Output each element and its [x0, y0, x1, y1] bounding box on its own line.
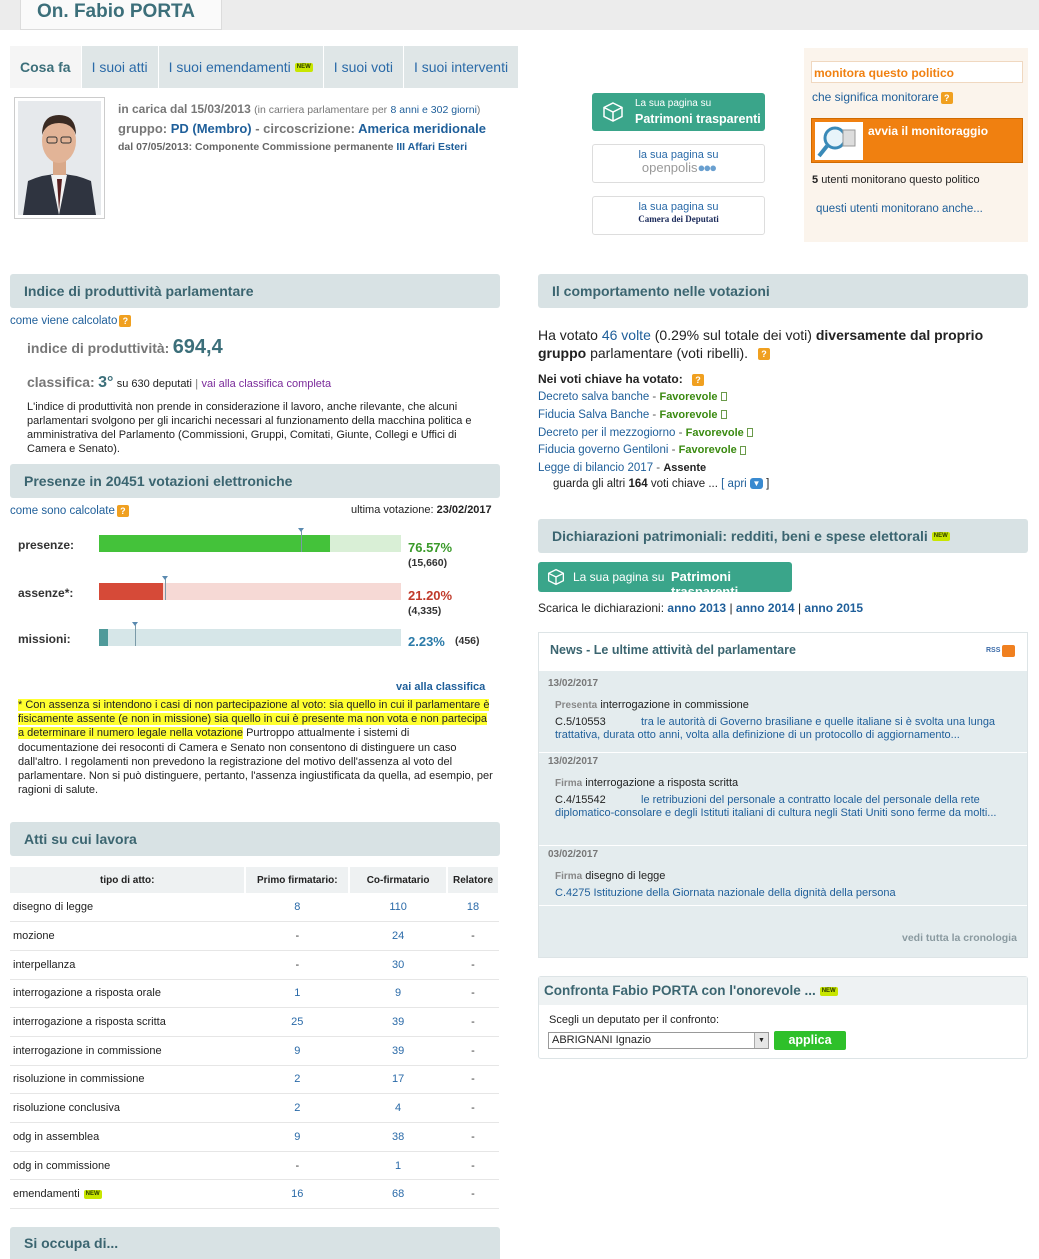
average-marker [301, 531, 302, 552]
news-body [555, 716, 1010, 743]
key-vote-dash: - [649, 391, 660, 403]
key-votes-title [538, 372, 704, 386]
key-vote-link[interactable]: Fiducia governo Gentiloni [538, 444, 669, 457]
table-row [10, 1180, 499, 1209]
news-item [539, 753, 1027, 846]
atti-primo-cell: - [245, 950, 349, 979]
rank-label: classifica: [27, 374, 95, 390]
atti-type: odg in assemblea [13, 1130, 100, 1143]
atti-co-cell[interactable]: 1 [349, 1151, 447, 1180]
atti-type-cell [10, 1151, 245, 1180]
in-carica-label: in carica dal 15/03/2013 [118, 102, 251, 116]
patrimoni-small: La sua pagina su [635, 98, 712, 109]
key-vote-link[interactable]: Decreto salva banche [538, 391, 650, 403]
commissione-link[interactable]: III Affari Esteri [396, 141, 468, 153]
voting-line1-a: Ha votato [538, 327, 598, 343]
productivity-rank [27, 374, 331, 392]
voting-rebel-link[interactable]: 46 volte [601, 327, 651, 343]
presence-pct: 76.57% [408, 540, 453, 555]
news-item [539, 675, 1027, 753]
openpolis-small: la sua pagina su [638, 149, 719, 161]
tab-suoi-atti[interactable] [82, 46, 159, 88]
key-vote-item [538, 389, 1018, 407]
atti-type-cell [10, 1008, 245, 1037]
tab-label: I suoi atti [91, 59, 148, 75]
table-row [10, 1094, 499, 1123]
productivity-index-value: 694,4 [172, 336, 223, 358]
carriera-suffix: ) [476, 104, 481, 116]
col-relatore: Relatore [447, 867, 499, 893]
atti-primo-cell[interactable]: 16 [245, 1180, 349, 1209]
si-occupa-title: Si occupa di... [24, 1235, 119, 1251]
news-title: News - Le ultime attività del parlamentare [550, 643, 796, 657]
openpolis-label: openpolis [641, 160, 698, 175]
atti-co-cell[interactable]: 24 [349, 922, 447, 951]
atti-co-cell[interactable]: 30 [349, 950, 447, 979]
atti-rel-cell: - [447, 922, 499, 951]
rank-of: su 630 deputati [116, 378, 192, 390]
last-vote-label: ultima votazione: [351, 504, 434, 516]
key-vote-value: Assente [663, 462, 707, 475]
news-prefix: Presenta [555, 700, 598, 711]
rank-value: 3° [98, 374, 114, 391]
presence-count: (456) [455, 635, 480, 647]
atti-co-cell[interactable]: 39 [349, 1036, 447, 1065]
key-vote-link[interactable]: Decreto per il mezzogiorno [538, 426, 676, 439]
news-date: 03/02/2017 [548, 849, 599, 860]
table-row [10, 950, 499, 979]
table-row [10, 893, 499, 922]
monitor-count-text: utenti monitorano questo politico [821, 174, 980, 186]
atti-type-cell [10, 1180, 245, 1209]
atti-co-cell[interactable]: 4 [349, 1094, 447, 1123]
atti-rel-cell: - [447, 1065, 499, 1094]
others-open-link[interactable]: [ apri [721, 478, 747, 490]
col-co: Co-firmatario [349, 867, 447, 893]
rss-label[interactable]: RSS [986, 647, 1001, 654]
openpolis-button[interactable] [592, 144, 765, 183]
last-vote [351, 504, 492, 516]
table-row [10, 922, 499, 951]
tab-label: I suoi voti [333, 59, 393, 75]
atti-primo-cell[interactable]: 1 [245, 979, 349, 1008]
atti-primo-cell[interactable]: 8 [245, 893, 349, 922]
others-a: guarda gli altri [553, 478, 626, 490]
atti-primo-cell[interactable]: 2 [245, 1065, 349, 1094]
atti-type-cell [10, 950, 245, 979]
atti-type: emendamenti [13, 1188, 80, 1201]
atti-rel-cell: - [447, 1151, 499, 1180]
presence-pct: 2.23% [408, 634, 445, 649]
news-code[interactable]: C.4/15542 [555, 794, 606, 806]
atti-primo-cell[interactable]: 25 [245, 1008, 349, 1037]
atti-type: mozione [13, 930, 55, 943]
politician-name: On. Fabio PORTA [37, 1, 195, 22]
year-2015-link[interactable]: anno 2015 [804, 601, 864, 615]
rss-icon[interactable] [1002, 645, 1015, 657]
key-vote-link[interactable]: Fiducia Salva Banche [538, 408, 650, 421]
tab-suoi-emendamenti[interactable] [159, 46, 324, 88]
atti-type-cell [10, 1036, 245, 1065]
presence-row-label: presenze: [18, 538, 75, 552]
table-row [10, 1036, 499, 1065]
monitor-count-num: 5 [812, 174, 819, 186]
atti-body [10, 893, 499, 1209]
key-vote-item [538, 425, 1018, 443]
atti-co-cell[interactable]: 68 [349, 1180, 447, 1209]
presence-chart [10, 525, 500, 665]
key-vote-link[interactable]: Legge di bilancio 2017 [538, 462, 654, 475]
news-header [539, 633, 1027, 671]
presence-count: (4,335) [408, 605, 442, 617]
atti-header [10, 822, 500, 856]
thumb-up-icon [721, 392, 727, 401]
dichiarazioni-button-big: Patrimoni trasparenti [671, 569, 739, 599]
year-2013-link[interactable]: anno 2013 [667, 601, 727, 615]
scarica-label: Scarica le dichiarazioni: [538, 601, 665, 615]
tab-label: I suoi emendamenti [168, 59, 291, 75]
others-close: ] [766, 478, 770, 490]
start-monitor-label: avvia il monitoraggio [868, 124, 989, 138]
others-num: 164 [628, 478, 648, 490]
atti-rel-cell[interactable]: 18 [447, 893, 499, 922]
news-text-link[interactable]: Istituzione della Giornata nazionale della dignità della persona [593, 887, 896, 899]
presence-title: Presenze in 20451 votazioni elettroniche [24, 473, 293, 489]
presence-pct: 21.20% [408, 588, 453, 603]
voting-header [538, 274, 1028, 308]
news-body [555, 887, 1010, 900]
atti-type-cell [10, 1123, 245, 1152]
gruppo-line [118, 121, 578, 136]
year-2014-link[interactable]: anno 2014 [735, 601, 795, 615]
news-text-link[interactable]: le retribuzioni del personale a contratto locale del personale della rete diplomatico-consolare e degli Istituti italiani di cultura negli Stati Uniti sono ferme da molti... [555, 794, 997, 820]
presence-how-link[interactable]: come sono calcolate [10, 505, 115, 518]
gruppo-label: gruppo: [118, 121, 168, 136]
monitor-also-link[interactable]: questi utenti monitorano anche... [816, 203, 983, 215]
dichiarazioni-button[interactable] [538, 562, 792, 599]
presence-bar-bg [99, 629, 401, 646]
applica-button[interactable]: applica [774, 1031, 846, 1050]
confronta-title: Confronta Fabio PORTA con l'onorevole ... [544, 983, 816, 998]
voting-title: Il comportamento nelle votazioni [552, 283, 770, 299]
tab-cosa-fa[interactable] [10, 46, 82, 88]
table-row [10, 1065, 499, 1094]
news-type: disegno di legge [585, 870, 666, 882]
presence-classifica-link[interactable]: vai alla classifica [396, 681, 486, 693]
thumb-up-icon [747, 428, 753, 437]
help-icon[interactable]: ? [941, 92, 953, 104]
atti-primo-cell[interactable]: 9 [245, 1123, 349, 1152]
news-body [555, 794, 1010, 821]
thumb-up-icon [721, 410, 727, 419]
presence-bar-fill [99, 583, 163, 600]
atti-type: interrogazione a risposta scritta [13, 1016, 166, 1029]
tab-suoi-interventi[interactable] [404, 46, 519, 88]
camera-small: la sua pagina su [638, 201, 719, 213]
others-b: voti chiave ... [650, 478, 718, 490]
atti-type: disegno di legge [13, 901, 94, 914]
average-marker-arrow [162, 576, 168, 580]
atti-rel-cell: - [447, 1008, 499, 1037]
rank-separator: | [195, 378, 199, 390]
openpolis-dots: ●●● [697, 160, 716, 175]
voting-summary [538, 326, 1018, 362]
cube-icon [547, 568, 565, 586]
key-vote-dash: - [675, 426, 686, 439]
news-items [539, 675, 1027, 906]
key-vote-value: Favorevole [659, 391, 718, 403]
cube-icon [602, 101, 624, 123]
help-icon[interactable]: ? [117, 505, 129, 517]
atti-co-cell[interactable]: 17 [349, 1065, 447, 1094]
key-vote-item [538, 460, 1018, 478]
absence-note-highlight: * Con assenza si intendono i casi di non partecipazione al voto: sia quello in cui il parlamentare è fisicamente assente (e non in missione) sia quello in cui è presente ma non vota e non partecipa a determinare il numero legale nella votazione [18, 699, 490, 740]
atti-type: odg in commissione [13, 1159, 111, 1172]
news-box [538, 632, 1028, 958]
table-row [10, 1123, 499, 1152]
confronta-label: Scegli un deputato per il confronto: [549, 1014, 720, 1026]
key-vote-dash: - [649, 408, 660, 421]
presence-bar-fill [99, 535, 330, 552]
news-prefix: Firma [555, 871, 583, 882]
dichiarazioni-button-small: La sua pagina su [573, 570, 665, 584]
atti-type: interrogazione in commissione [13, 1044, 162, 1057]
voting-line2-bold: gruppo [538, 345, 587, 361]
atti-type: interpellanza [13, 958, 76, 971]
atti-type-cell [10, 979, 245, 1008]
productivity-index-label: indice di produttività: [27, 340, 170, 356]
news-all-link[interactable]: vedi tutta la cronologia [902, 932, 1017, 944]
gruppo-link[interactable]: PD (Membro) [170, 121, 252, 136]
openpolis-logo [593, 160, 764, 175]
productivity-title: Indice di produttività parlamentare [24, 283, 254, 299]
deputato-select[interactable] [548, 1032, 769, 1049]
voting-line1-b: (0.29% sul totale dei voti) [654, 327, 812, 343]
key-votes-others [553, 478, 769, 490]
atti-type-cell [10, 922, 245, 951]
news-date: 13/02/2017 [548, 678, 599, 689]
news-type: interrogazione a risposta scritta [585, 777, 739, 789]
productivity-how[interactable] [10, 315, 131, 327]
in-carica-line [118, 102, 578, 116]
atti-primo-cell[interactable]: 2 [245, 1094, 349, 1123]
patrimoni-big: Patrimoni trasparenti [635, 112, 761, 126]
tab-label: I suoi interventi [413, 59, 509, 75]
monitor-box [804, 48, 1028, 242]
news-type-line [555, 777, 738, 789]
last-vote-date: 23/02/2017 [436, 504, 492, 516]
atti-rel-cell: - [447, 1180, 499, 1209]
monitor-count [812, 174, 980, 186]
average-marker [165, 579, 166, 600]
profile-photo [14, 97, 105, 219]
carriera-link[interactable]: 8 anni e 302 giorni [390, 104, 477, 116]
dichiarazioni-years: Scarica le dichiarazioni: anno 2013 | anno 2014 | anno 2015 [538, 601, 864, 615]
key-vote-value: Favorevole [659, 408, 718, 421]
atti-rel-cell: - [447, 1094, 499, 1123]
help-icon[interactable]: ? [692, 374, 704, 386]
atti-co-cell[interactable]: 39 [349, 1008, 447, 1037]
news-item [539, 846, 1027, 906]
atti-primo-cell: - [245, 922, 349, 951]
presence-classifica[interactable] [396, 681, 485, 693]
rank-full-link[interactable]: vai alla classifica completa [201, 378, 332, 390]
productivity-header [10, 274, 500, 308]
presence-bar-fill [99, 629, 108, 646]
atti-primo-cell[interactable]: 9 [245, 1036, 349, 1065]
commissione-line [118, 141, 578, 153]
voting-line1-bold: diversamente dal proprio [815, 327, 984, 343]
portrait-image [18, 101, 101, 215]
key-vote-item [538, 442, 1018, 460]
average-marker [135, 625, 136, 646]
atti-header-row [10, 867, 499, 893]
dropdown-arrow-icon[interactable]: ▼ [750, 478, 763, 489]
table-row [10, 979, 499, 1008]
help-icon[interactable]: ? [758, 348, 770, 360]
start-monitor-button[interactable] [811, 118, 1023, 163]
carriera-prefix: (in carriera parlamentare per [254, 104, 388, 116]
confronta-box [538, 976, 1028, 1059]
table-row [10, 1008, 499, 1037]
atti-type-cell [10, 893, 245, 922]
news-text-link[interactable]: tra le autorità di Governo brasiliane e quelle italiane si è svolta una lunga trattativa, durata otto anni, volta alla definizione di un protocollo di aggiornamento... [555, 716, 996, 742]
commissione-text: dal 07/05/2013: Componente Commissione permanente [118, 141, 394, 153]
tab-label: Cosa fa [20, 59, 71, 75]
atti-primo-cell: - [245, 1151, 349, 1180]
politician-name-tab [20, 0, 222, 30]
thumb-up-icon [740, 446, 746, 455]
atti-rel-cell: - [447, 1123, 499, 1152]
table-row [10, 1151, 499, 1180]
presence-header [10, 464, 500, 498]
atti-table [10, 867, 500, 1209]
help-icon[interactable]: ? [119, 315, 131, 327]
absence-note [18, 698, 493, 797]
average-marker-arrow [298, 528, 304, 532]
atti-type: risoluzione in commissione [13, 1073, 145, 1086]
atti-co-cell[interactable]: 9 [349, 979, 447, 1008]
deputato-selected: ABRIGNANI Ignazio [552, 1034, 652, 1046]
atti-type-cell [10, 1065, 245, 1094]
productivity-how-link[interactable]: come viene calcolato [10, 315, 118, 328]
camera-button[interactable] [592, 196, 765, 235]
presence-how[interactable] [10, 505, 129, 517]
productivity-description: L'indice di produttività non prende in considerazione il lavoro, anche rilevante, che alcuni parlamentari svolgono per gli incarichi necessari al funzionamento della macchina politica e amministrativa del Parlamento (Commissioni, Gruppi, Comitati, Giunte, Collegi e Uffici di Camera e Senato). [27, 401, 472, 455]
atti-rel-cell: - [447, 979, 499, 1008]
news-type-line [555, 870, 665, 882]
news-prefix: Firma [555, 778, 583, 789]
atti-rel-cell: - [447, 1036, 499, 1065]
confronta-header [539, 977, 1027, 1005]
monitor-what-link[interactable]: che significa monitorare [812, 90, 939, 104]
presence-row-label: missioni: [18, 632, 71, 646]
key-vote-value: Favorevole [685, 426, 744, 439]
select-arrow-icon: ▼ [754, 1033, 768, 1048]
monitor-what[interactable] [812, 90, 953, 104]
circoscrizione-label: - circoscrizione: [255, 121, 355, 136]
presence-count: (15,660) [408, 557, 448, 569]
circoscrizione-link[interactable]: America meridionale [358, 121, 486, 136]
atti-type: interrogazione a risposta orale [13, 987, 161, 1000]
average-marker-arrow [132, 622, 138, 626]
dichiarazioni-title: Dichiarazioni patrimoniali: redditi, beni e spese elettorali [552, 528, 928, 544]
absence-note-rest: Purtroppo attualmente i sistemi di documentazione dei resoconti di Camera e Senato non consentono di distinguere un caso dall'altro. I regolamenti non prevedono la registrazione del motivo dell'assenza al voto del parlamentare. Non si può distinguere, pertanto, l'assenza ingiustificata da quella, ad esempio, per ragioni di salute. [18, 727, 493, 797]
col-primo: Primo firmatario: [245, 867, 349, 893]
camera-logo: Camera dei Deputati [638, 214, 719, 224]
profile-info [118, 102, 578, 153]
atti-co-cell[interactable]: 110 [349, 893, 447, 922]
key-vote-value: Favorevole [678, 444, 737, 457]
atti-table-wrap [10, 867, 500, 1209]
tab-suoi-voti[interactable] [324, 46, 404, 88]
atti-rel-cell: - [447, 950, 499, 979]
news-code[interactable]: C.5/10553 [555, 716, 606, 728]
key-vote-item [538, 407, 1018, 425]
new-badge: NEW [85, 1190, 100, 1197]
news-code[interactable]: C.4275 [555, 887, 591, 899]
atti-title: Atti su cui lavora [24, 831, 137, 847]
key-vote-dash: - [653, 462, 664, 475]
atti-type: risoluzione conclusiva [13, 1102, 120, 1115]
key-vote-dash: - [668, 444, 679, 457]
voting-line2-rest: parlamentare (voti ribelli). [590, 345, 749, 361]
productivity-index [27, 336, 223, 359]
news-type-line [555, 699, 749, 711]
monitor-also[interactable] [816, 203, 983, 215]
atti-type-cell [10, 1094, 245, 1123]
new-badge: NEW [933, 532, 948, 539]
magnifier-icon [815, 122, 863, 160]
dichiarazioni-header [538, 519, 1028, 553]
si-occupa-header [10, 1227, 500, 1259]
news-date: 13/02/2017 [548, 756, 599, 767]
monitor-title: monitora questo politico [811, 61, 1023, 83]
presence-row-label: assenze*: [18, 586, 74, 600]
new-badge: NEW [821, 987, 836, 994]
col-tipo: tipo di atto: [10, 867, 245, 893]
patrimoni-button[interactable] [592, 93, 765, 131]
news-type: interrogazione in commissione [600, 699, 749, 711]
tab-bar [10, 46, 519, 88]
atti-co-cell[interactable]: 38 [349, 1123, 447, 1152]
key-votes-list [538, 389, 1018, 478]
new-badge: NEW [296, 63, 311, 70]
key-votes-title-text: Nei voti chiave ha votato: [538, 372, 683, 386]
